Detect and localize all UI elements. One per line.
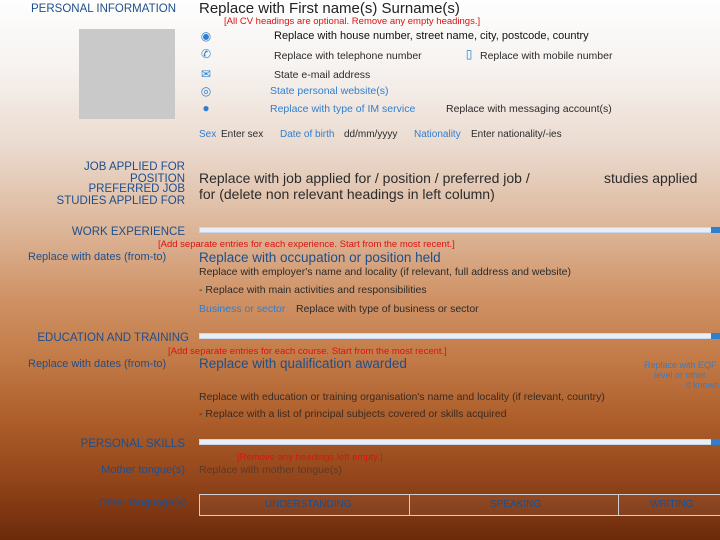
- nationality-field[interactable]: Enter nationality/-ies: [471, 129, 562, 140]
- im-account-field[interactable]: Replace with messaging account(s): [446, 103, 612, 115]
- telephone-field[interactable]: Replace with telephone number: [274, 50, 422, 62]
- eqf-line-1: Replace with EQF: [644, 360, 717, 370]
- website-field[interactable]: State personal website(s): [270, 85, 389, 97]
- sex-label: Sex: [199, 129, 217, 140]
- work-activities[interactable]: - Replace with main activities and responsibilities: [199, 284, 427, 296]
- education-organisation[interactable]: Replace with education or training organisation's name and locality (if relevant, country): [199, 391, 605, 403]
- language-col-divider: [618, 495, 619, 515]
- job-applied-text-line2[interactable]: for (delete non relevant headings in left column): [199, 186, 495, 202]
- work-employer[interactable]: Replace with employer's name and locality (if relevant, full address and website): [199, 266, 572, 278]
- mobile-field[interactable]: Replace with mobile number: [480, 50, 613, 62]
- globe-icon: ◎: [200, 84, 212, 98]
- language-col-divider: [409, 495, 410, 515]
- im-service-label[interactable]: Replace with type of IM service: [270, 103, 416, 115]
- col-understanding: UNDERSTANDING: [265, 499, 352, 510]
- business-label: Business or sector: [199, 303, 286, 315]
- work-occupation[interactable]: Replace with occupation or position held: [199, 250, 441, 265]
- education-divider: [199, 333, 720, 339]
- eqf-line-3: if known: [686, 380, 720, 390]
- photo-placeholder[interactable]: [79, 29, 175, 119]
- mother-tongue-label: Mother tongue(s): [101, 464, 185, 476]
- mobile-icon: ▯: [465, 47, 473, 61]
- education-qualification[interactable]: Replace with qualification awarded: [199, 356, 407, 371]
- chat-bubble-icon: ●: [202, 101, 210, 115]
- skills-note: [Remove any headings left empty.]: [237, 452, 383, 463]
- envelope-icon: ✉: [200, 67, 212, 81]
- col-writing: WRITING: [650, 499, 694, 510]
- cv-name: Replace with First name(s) Surname(s): [199, 0, 460, 17]
- section-heading-skills: PERSONAL SKILLS: [80, 438, 185, 450]
- work-note: [Add separate entries for each experience. Start from the most recent.]: [158, 239, 455, 250]
- section-heading-personal: PERSONAL INFORMATION: [31, 3, 177, 15]
- email-field[interactable]: State e-mail address: [274, 69, 371, 81]
- optional-note: [All CV headings are optional. Remove any empty headings.]: [224, 16, 481, 27]
- education-subjects[interactable]: - Replace with a list of principal subjects covered or skills acquired: [199, 408, 507, 420]
- sex-field[interactable]: Enter sex: [221, 129, 264, 140]
- section-heading-education: EDUCATION AND TRAINING: [37, 332, 189, 344]
- skills-divider: [199, 439, 720, 445]
- job-applied-text[interactable]: Replace with job applied for / position / preferred job /: [199, 170, 530, 186]
- dob-label: Date of birth: [280, 129, 335, 140]
- job-applied-text-overlap: studies applied: [604, 170, 698, 186]
- mother-tongue-field[interactable]: Replace with mother tongue(s): [199, 464, 342, 476]
- education-dates[interactable]: Replace with dates (from-to): [28, 358, 167, 370]
- business-field[interactable]: Replace with type of business or sector: [296, 303, 479, 315]
- map-pin-icon: ◉: [200, 29, 212, 43]
- work-dates[interactable]: Replace with dates (from-to): [28, 251, 167, 263]
- other-languages-label: Other language(s): [98, 497, 187, 509]
- work-divider: [199, 227, 720, 233]
- dob-field[interactable]: dd/mm/yyyy: [344, 129, 398, 140]
- language-table-header: [199, 494, 720, 516]
- education-note: [Add separate entries for each course. Start from the most recent.]: [168, 346, 447, 357]
- section-heading-work: WORK EXPERIENCE: [71, 226, 185, 238]
- phone-icon: ✆: [200, 47, 212, 61]
- address-field[interactable]: Replace with house number, street name, city, postcode, country: [274, 30, 589, 42]
- job-heading-4: STUDIES APPLIED FOR: [56, 195, 185, 207]
- col-speaking: SPEAKING: [490, 499, 542, 510]
- job-heading-2: POSITION: [130, 173, 185, 185]
- job-heading-3: PREFERRED JOB: [88, 183, 185, 195]
- nationality-label: Nationality: [414, 129, 461, 140]
- job-heading-1: JOB APPLIED FOR: [84, 161, 185, 173]
- eqf-line-2: level or other: [654, 370, 707, 380]
